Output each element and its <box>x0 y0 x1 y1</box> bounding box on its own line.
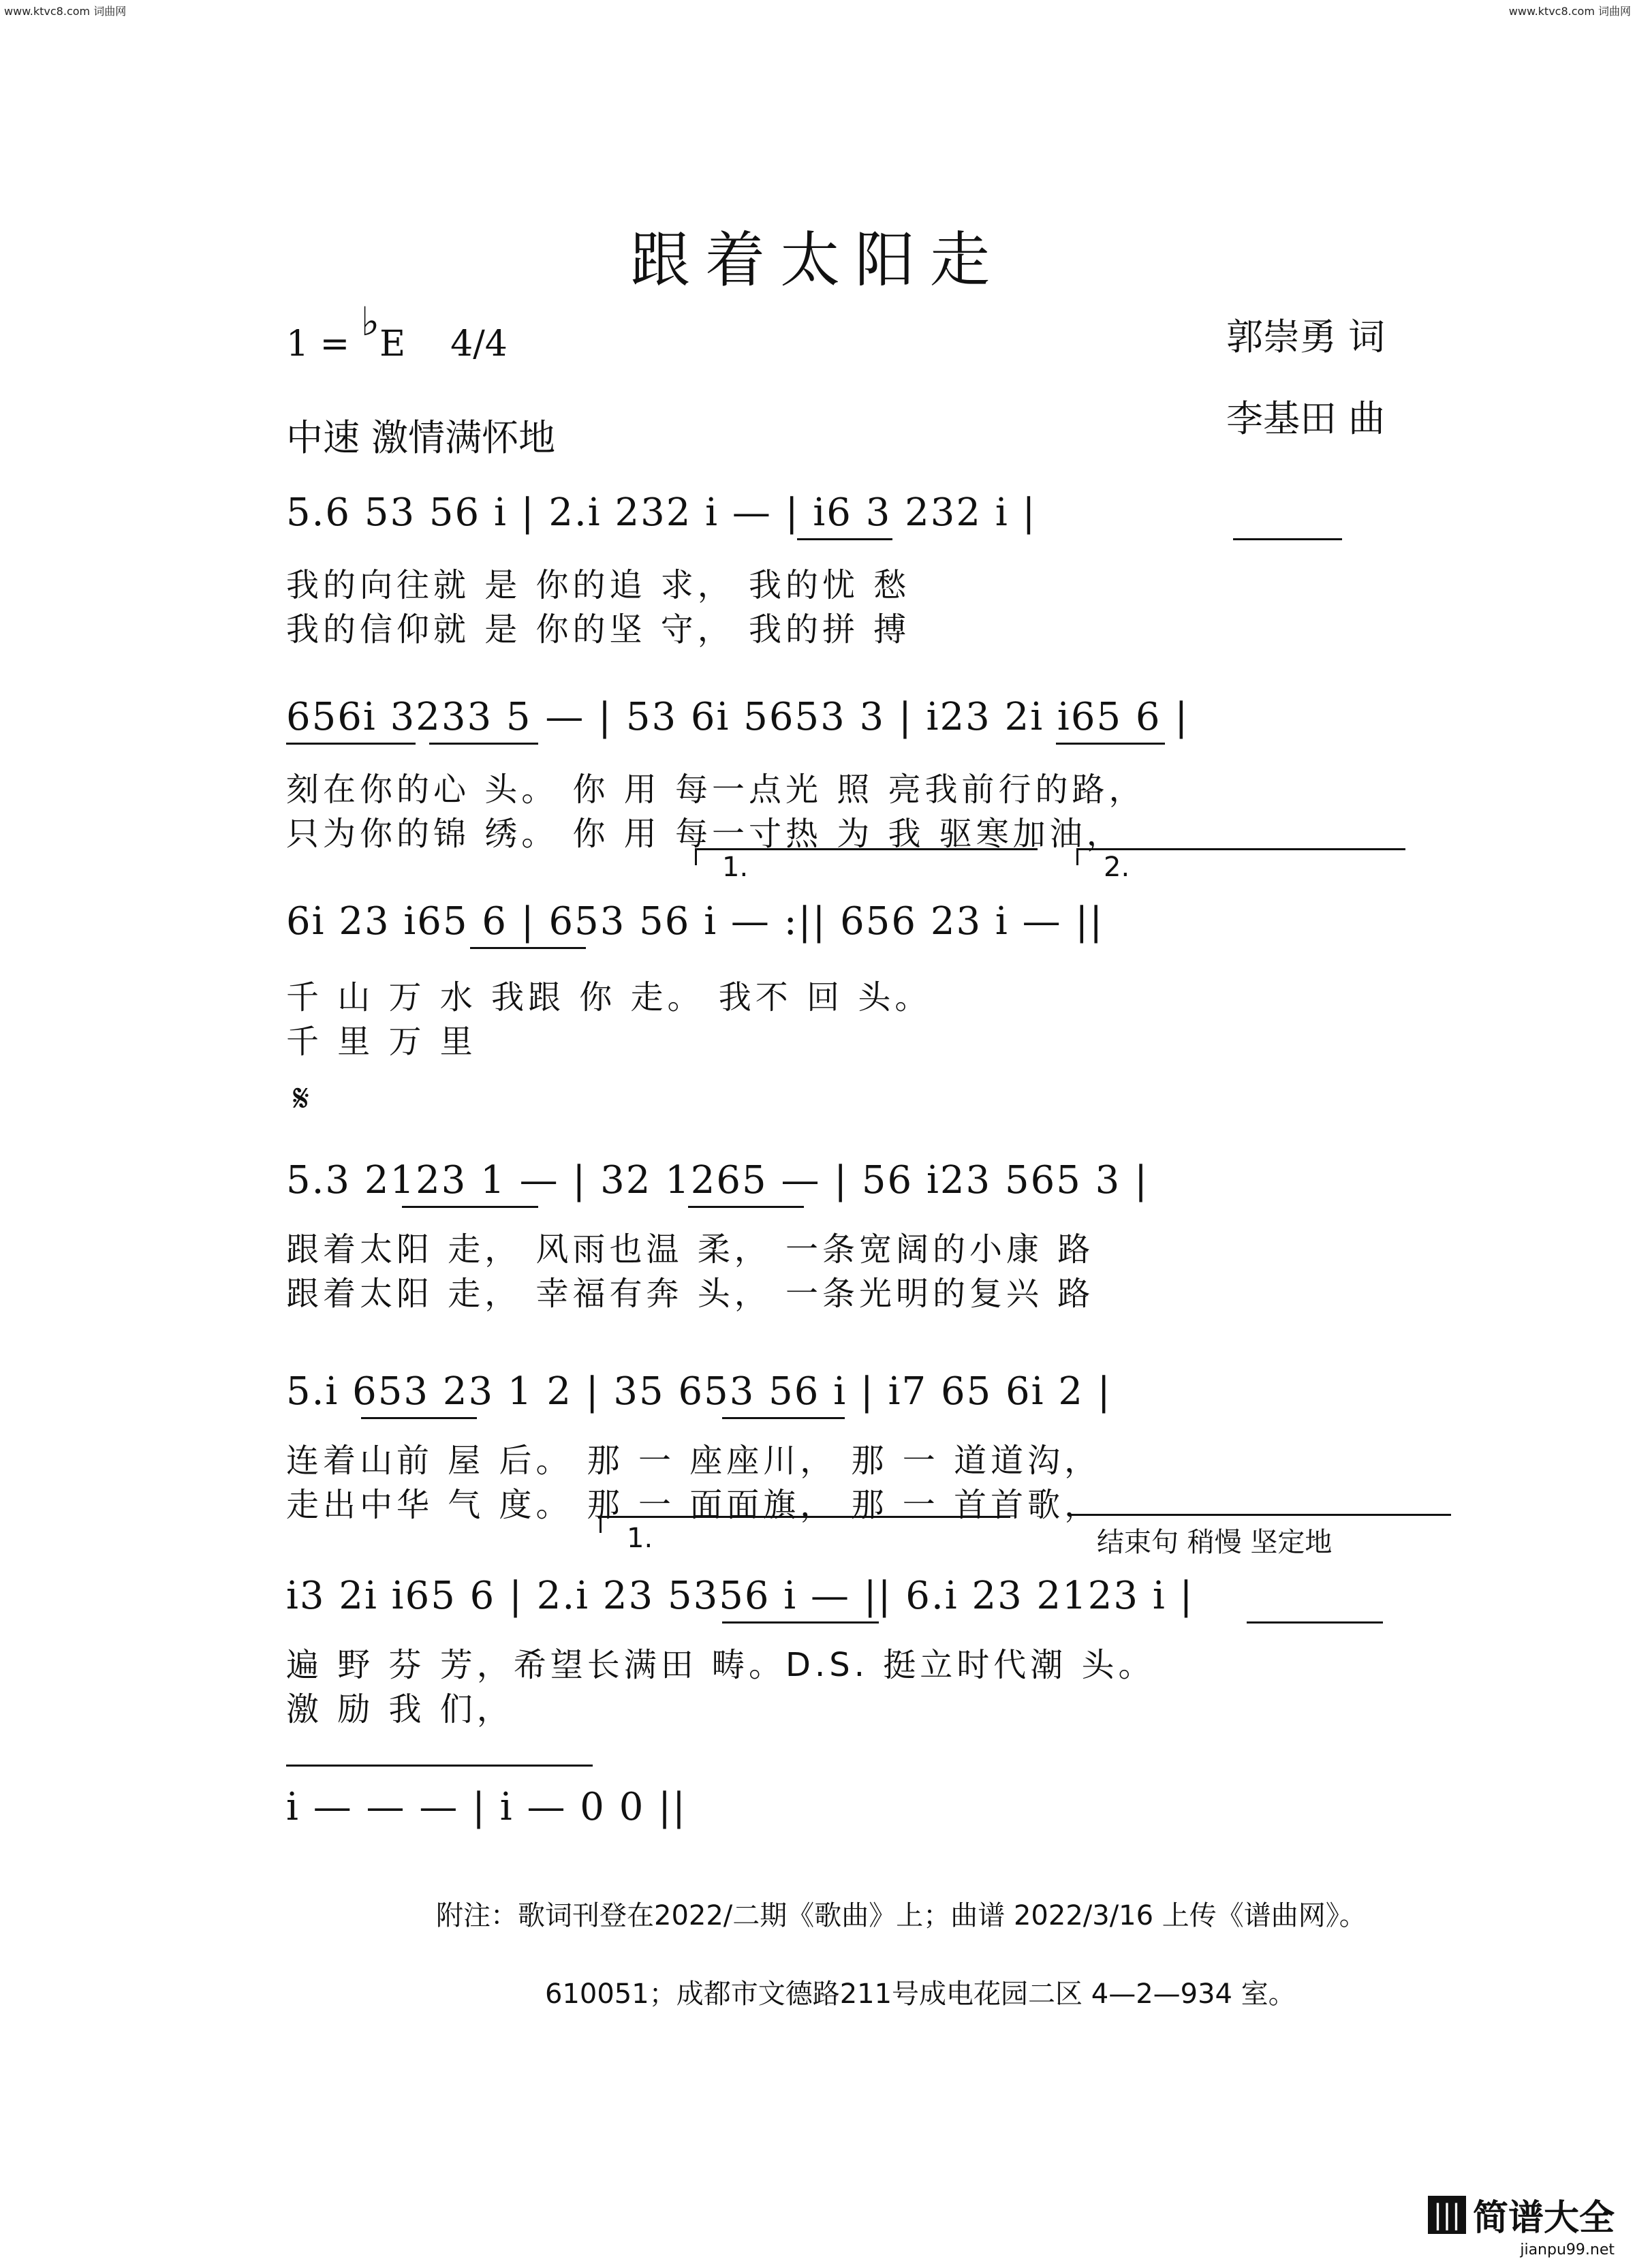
system-5-notes: 5.i 653 23 1 2 | 35 653 56 i | i7 65 6i 2 | <box>286 1369 1112 1414</box>
system-5-lyrics-verse-2: 走出中华 气 度。 那 一 面面旗， 那 一 首首歌， <box>286 1486 1102 1524</box>
system-1-notes: 5.6 53 56 i | 2.i 232 i — | i6 3 232 i | <box>286 491 1037 535</box>
volta-1-label: 1. <box>722 852 749 883</box>
system-3-notes: 6i 23 i65 6 | 653 56 i — :|| 656 23 i — || <box>286 899 1104 944</box>
system-3-lyrics-verse-2: 千 里 万 里 <box>286 1023 477 1061</box>
system-2-lyrics-verse-2: 只为你的锦 绣。 你 用 每一寸热 为 我 驱寒加油， <box>286 815 1123 853</box>
system-1-lyrics-verse-2: 我的信仰就 是 你的坚 守， 我的拼 搏 <box>286 610 911 649</box>
watermark-url: jianpu99.net <box>1520 2241 1615 2258</box>
composer: 李基田 曲 <box>1226 397 1386 440</box>
song-title: 跟着太阳走 <box>629 225 1005 295</box>
watermark-title: 简谱大全 <box>1472 2198 1615 2239</box>
ending-annotation: 结束句 稍慢 坚定地 <box>1097 1527 1333 1558</box>
volta-2-label: 2. <box>1104 852 1130 883</box>
system-2-notes: 656i 3233 5 — | 53 6i 5653 3 | i23 2i i65 6 | <box>286 695 1189 739</box>
system-6-lyrics-verse-2: 激 励 我 们， <box>286 1690 514 1728</box>
flat-sign: ♭ <box>360 298 380 345</box>
time-signature: 4/4 <box>450 324 508 364</box>
key-note: E <box>379 324 406 364</box>
system-7-notes: i — — — | i — 0 0 || <box>286 1785 687 1829</box>
music-bars-icon: ||| <box>1428 2196 1466 2234</box>
system-2-lyrics-verse-1: 刻在你的心 头。 你 用 每一点光 照 亮我前行的路， <box>286 771 1146 809</box>
key-label: 1 = <box>286 324 350 364</box>
system-1-lyrics-verse-1: 我的向往就 是 你的追 求， 我的忧 愁 <box>286 566 911 604</box>
system-3-lyrics-verse-1: 千 山 万 水 我跟 你 走。 我不 回 头。 <box>286 978 932 1016</box>
tempo-marking: 中速 激情满怀地 <box>286 416 556 459</box>
lyricist: 郭崇勇 词 <box>1226 315 1386 358</box>
header-right-url: www.ktvc8.com 词曲网 <box>1508 5 1631 18</box>
footer-address: 610051；成都市文德路211号成电花园二区 4—2—934 室。 <box>545 1978 1296 2010</box>
system-4-lyrics-verse-1: 跟着太阳 走， 风雨也温 柔， 一条宽阔的小康 路 <box>286 1230 1095 1269</box>
system-6-notes: i3 2i i65 6 | 2.i 23 5356 i — || 6.i 23 2123 i | <box>286 1574 1194 1618</box>
footer-note: 附注：歌词刊登在2022/二期《歌曲》上；曲谱 2022/3/16 上传《谱曲网》。 <box>436 1900 1367 1931</box>
volta-1-bracket-2 <box>600 1516 1010 1533</box>
key-signature <box>286 298 508 365</box>
system-4-notes: 5.3 2123 1 — | 32 1265 — | 56 i23 565 3 | <box>286 1158 1149 1202</box>
header-left-url: www.ktvc8.com 词曲网 <box>4 5 127 18</box>
system-4-lyrics-verse-2: 跟着太阳 走， 幸福有奔 头， 一条光明的复兴 路 <box>286 1275 1095 1313</box>
system-6-lyrics-verse-1: 遍 野 芬 芳，希望长满田 畴。D.S. 挺立时代潮 头。 <box>286 1646 1155 1684</box>
system-5-lyrics-verse-1: 连着山前 屋 后。 那 一 座座川， 那 一 道道沟， <box>286 1442 1102 1480</box>
segno-sign: 𝄋 <box>293 1076 310 1121</box>
volta-1-label-2: 1. <box>627 1523 653 1554</box>
site-watermark <box>1428 2189 1615 2258</box>
